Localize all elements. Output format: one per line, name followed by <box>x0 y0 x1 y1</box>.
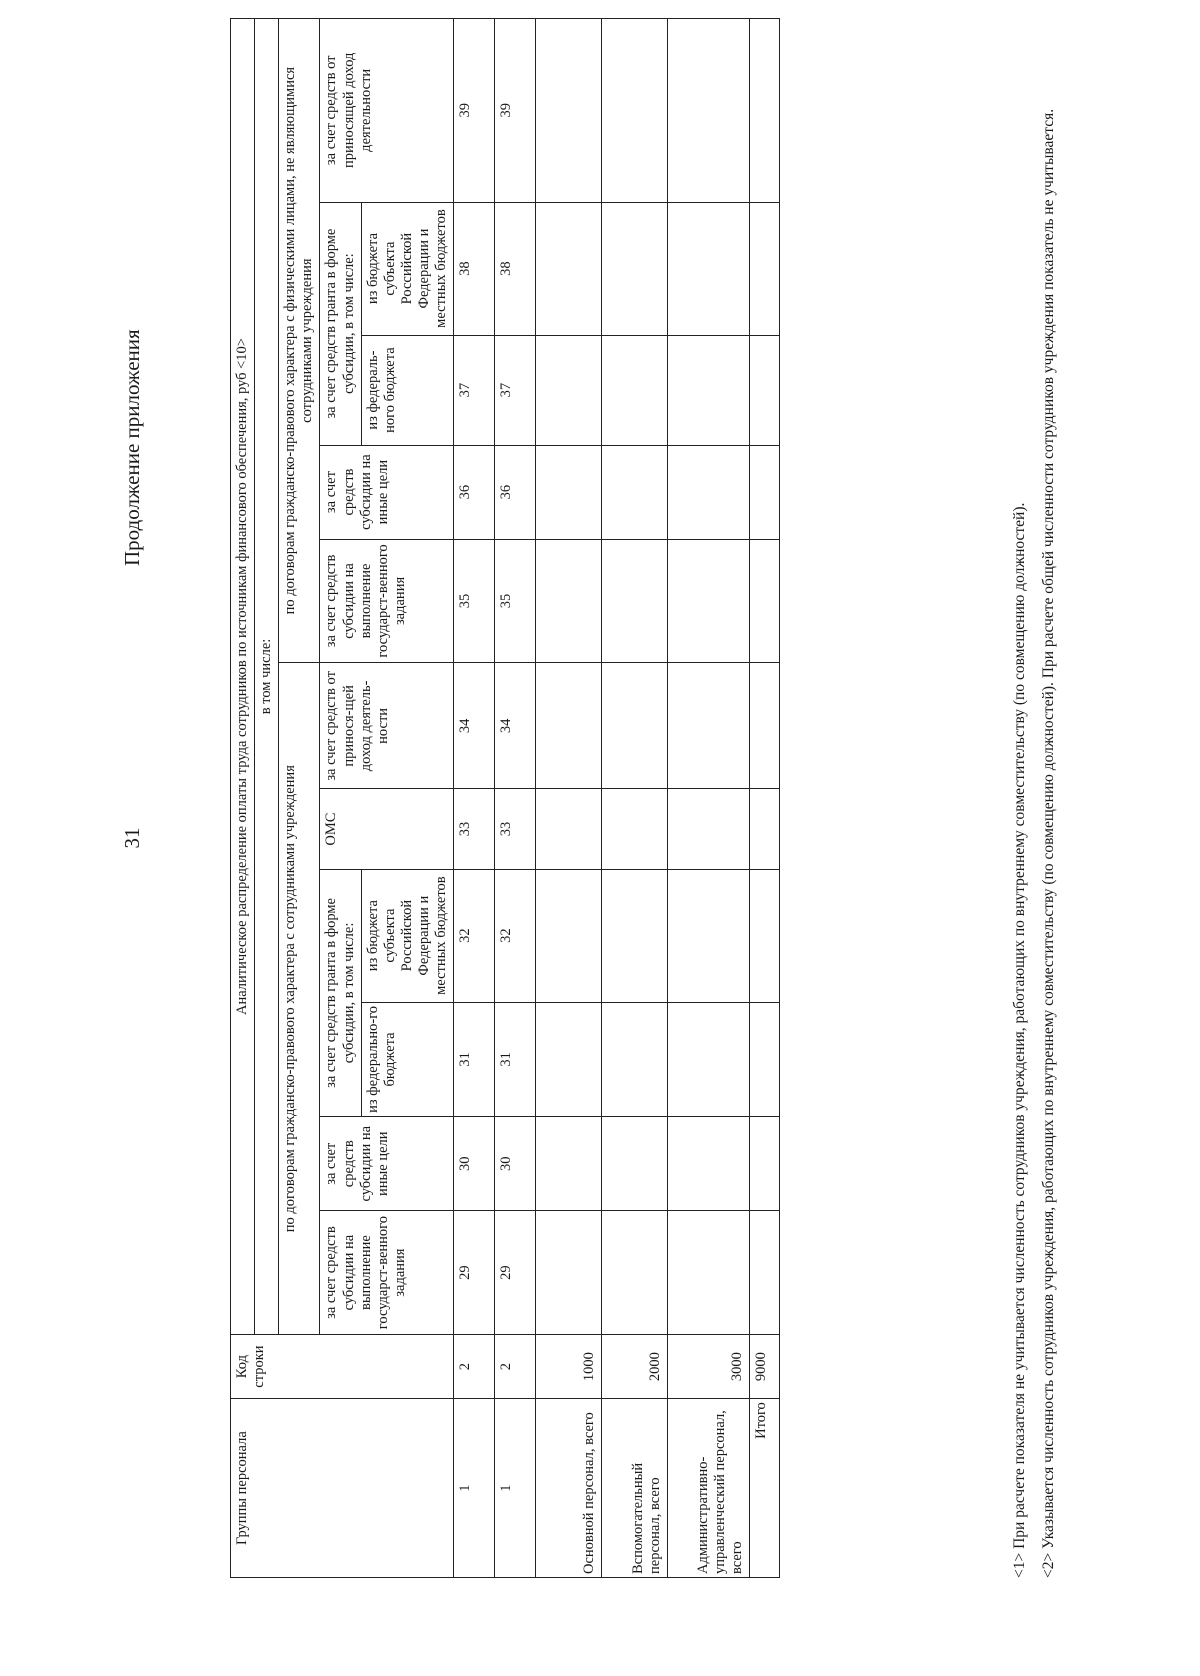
number-cell: 33 <box>495 789 536 869</box>
group-non-staff-header: по договорам гражданско-правового характера с физическими лицами, не являющимися сотрудниками учреждения <box>279 19 320 663</box>
income-b: за счет средств от приносящей доход деятельности <box>320 19 454 203</box>
footnotes <box>1010 18 1068 1578</box>
page-number: 31 <box>120 827 144 849</box>
reg-a: из бюджета субъекта Российской Федерации и местных бюджетов <box>361 869 454 1002</box>
analytic-table <box>230 18 780 1578</box>
number-cell: 35 <box>495 539 536 663</box>
col-group-header: Группы персонала <box>231 1399 454 1578</box>
number-cell: 34 <box>495 663 536 789</box>
row-code: 3000 <box>668 1335 750 1399</box>
number-cell: 2 <box>454 1335 495 1399</box>
number-row <box>495 19 536 1578</box>
reg-b: из бюджета субъекта Российской Федерации и местных бюджетов <box>361 202 454 335</box>
number-cell: 33 <box>454 789 495 869</box>
number-cell: 31 <box>454 1002 495 1117</box>
number-cell: 1 <box>454 1399 495 1578</box>
fed-a: из федерально-го бюджета <box>361 1002 454 1117</box>
row-code: 2000 <box>602 1335 668 1399</box>
number-row <box>454 19 495 1578</box>
row-code: 1000 <box>536 1335 602 1399</box>
grant-b: за счет средств гранта в форме субсидии, в том числе: <box>320 202 361 445</box>
number-cell: 38 <box>495 202 536 335</box>
income-a: за счет средств от принося-щей доход деятель-ности <box>320 663 454 789</box>
fed-b: из федераль-ного бюджета <box>361 335 454 445</box>
number-cell: 37 <box>454 335 495 445</box>
number-cell: 36 <box>495 445 536 539</box>
number-cell: 39 <box>454 19 495 203</box>
table-row <box>668 19 750 1578</box>
table-row <box>536 19 602 1578</box>
oms-header: ОМС <box>320 789 454 869</box>
number-cell: 1 <box>495 1399 536 1578</box>
sub-state-task-b: за счет средств субсидии на выполнение государст-венного задания <box>320 539 454 663</box>
header-row-1 <box>231 19 255 1578</box>
row-code: 9000 <box>750 1335 780 1399</box>
number-cell: 32 <box>454 869 495 1002</box>
number-cell: 38 <box>454 202 495 335</box>
number-cell: 30 <box>495 1117 536 1211</box>
row-label: Административно-управленческий персонал, всего <box>668 1399 750 1578</box>
footnote-1: <1> При расчете показателя не учитывается численность сотрудников учреждения, работающих по внутреннему совместительству (по совмещению должностей). <box>1011 502 1028 1578</box>
number-cell: 29 <box>495 1211 536 1335</box>
number-cell: 29 <box>454 1211 495 1335</box>
grant-a: за счет средств гранта в форме субсидии, в том числе: <box>320 869 361 1117</box>
table-row <box>602 19 668 1578</box>
col-code-header: Код строки <box>231 1335 454 1399</box>
sub-state-task-a: за счет средств субсидии на выполнение государст-венного задания <box>320 1211 454 1335</box>
row-label: Вспомогательный персонал, всего <box>602 1399 668 1578</box>
analytic-title: Аналитическое распределение оплаты труда сотрудников по источникам финансового обеспечения, руб <10> <box>231 19 255 1335</box>
number-cell: 2 <box>495 1335 536 1399</box>
number-cell: 36 <box>454 445 495 539</box>
group-staff-header: по договорам гражданско-правового характера с сотрудниками учреждения <box>279 663 320 1335</box>
sub-other-a: за счет средств субсидии на иные цели <box>320 1117 454 1211</box>
number-cell: 34 <box>454 663 495 789</box>
sub-other-b: за счет средств субсидии на иные цели <box>320 445 454 539</box>
continuation-label: Продолжение приложения <box>120 329 144 566</box>
number-cell: 31 <box>495 1002 536 1117</box>
number-cell: 39 <box>495 19 536 203</box>
footnote-2: <2> Указывается численность сотрудников учреждения, работающих по внутреннему совместительству (по совмещению должностей). При расчете общей численности сотрудников учреждения показатель не учитывается. <box>1039 108 1057 1578</box>
row-label-total: Итого <box>750 1399 780 1578</box>
number-cell: 30 <box>454 1117 495 1211</box>
number-cell: 32 <box>495 869 536 1002</box>
table-row <box>750 19 780 1578</box>
number-cell: 37 <box>495 335 536 445</box>
including-header: в том числе: <box>255 19 279 1335</box>
row-label: Основной персонал, всего <box>536 1399 602 1578</box>
number-cell: 35 <box>454 539 495 663</box>
